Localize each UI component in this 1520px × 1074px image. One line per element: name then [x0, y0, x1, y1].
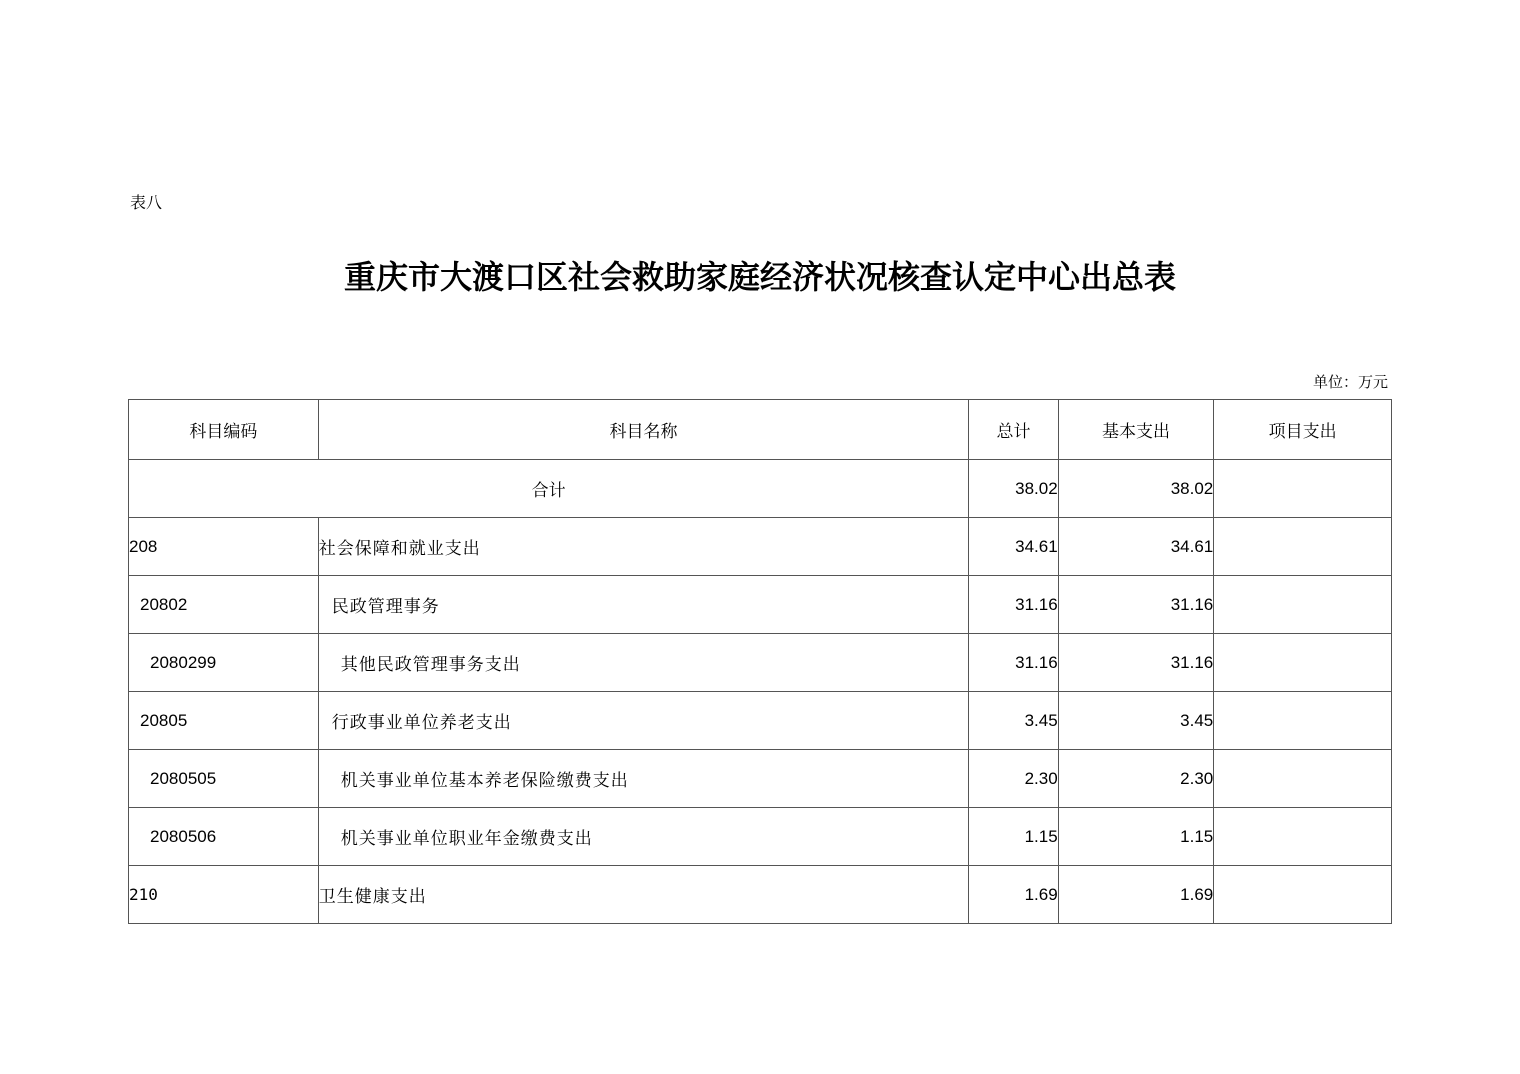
- row-project: [1214, 866, 1392, 924]
- row-basic: 31.16: [1058, 634, 1214, 692]
- summary-project: [1214, 460, 1392, 518]
- summary-row: [129, 460, 1392, 518]
- page-title: 重庆市大渡口区社会救助家庭经济状况核查认定中心出总表: [343, 258, 1176, 296]
- row-name: 民政管理事务: [318, 576, 969, 634]
- unit-note: 单位：万元: [1312, 373, 1388, 391]
- table-label: 表八: [130, 193, 163, 212]
- row-name: 行政事业单位养老支出: [318, 692, 969, 750]
- row-total: 1.69: [969, 866, 1058, 924]
- row-basic: 1.15: [1058, 808, 1214, 866]
- table-row: [129, 576, 1392, 634]
- row-total: 1.15: [969, 808, 1058, 866]
- row-code: 208: [129, 518, 319, 576]
- row-project: [1214, 750, 1392, 808]
- table-row: [129, 692, 1392, 750]
- table-row: [129, 750, 1392, 808]
- budget-table: [128, 399, 1392, 924]
- summary-total: 38.02: [969, 460, 1058, 518]
- table-row: [129, 866, 1392, 924]
- row-total: 3.45: [969, 692, 1058, 750]
- row-project: [1214, 808, 1392, 866]
- row-project: [1214, 634, 1392, 692]
- row-code: 2080506: [129, 808, 319, 866]
- header-basic: 基本支出: [1058, 400, 1214, 460]
- row-name: 卫生健康支出: [318, 866, 969, 924]
- row-total: 31.16: [969, 576, 1058, 634]
- header-row: [129, 400, 1392, 460]
- row-total: 2.30: [969, 750, 1058, 808]
- row-name: 其他民政管理事务支出: [318, 634, 969, 692]
- row-code: 2080505: [129, 750, 319, 808]
- header-code: 科目编码: [129, 400, 319, 460]
- row-project: [1214, 576, 1392, 634]
- header-project: 项目支出: [1214, 400, 1392, 460]
- row-code: 2080299: [129, 634, 319, 692]
- row-project: [1214, 518, 1392, 576]
- table-row: [129, 518, 1392, 576]
- row-name: 机关事业单位职业年金缴费支出: [318, 808, 969, 866]
- row-basic: 31.16: [1058, 576, 1214, 634]
- row-code: 20802: [129, 576, 319, 634]
- table-row: [129, 808, 1392, 866]
- row-basic: 34.61: [1058, 518, 1214, 576]
- header-name: 科目名称: [318, 400, 969, 460]
- header-total: 总计: [969, 400, 1058, 460]
- table-row: [129, 634, 1392, 692]
- row-name: 社会保障和就业支出: [318, 518, 969, 576]
- summary-basic: 38.02: [1058, 460, 1214, 518]
- row-code: 20805: [129, 692, 319, 750]
- row-name: 机关事业单位基本养老保险缴费支出: [318, 750, 969, 808]
- row-project: [1214, 692, 1392, 750]
- row-total: 31.16: [969, 634, 1058, 692]
- row-basic: 1.69: [1058, 866, 1214, 924]
- row-basic: 2.30: [1058, 750, 1214, 808]
- row-total: 34.61: [969, 518, 1058, 576]
- row-code: 210: [129, 866, 319, 924]
- summary-label: 合计: [129, 460, 969, 518]
- row-basic: 3.45: [1058, 692, 1214, 750]
